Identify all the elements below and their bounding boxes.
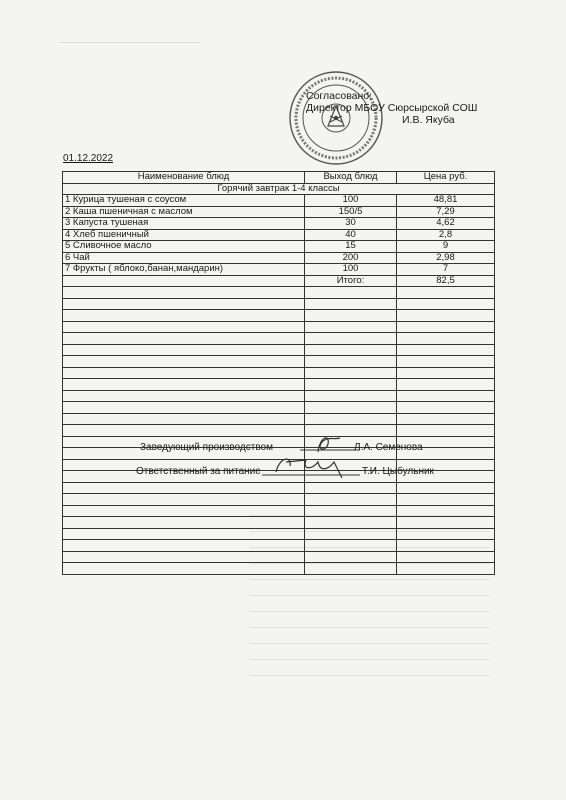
empty-row (63, 333, 495, 345)
empty-row (63, 494, 495, 506)
table-row (63, 195, 495, 207)
empty-row (63, 287, 495, 299)
dish-yield: 100 (305, 195, 397, 207)
dish-name: 7 Фрукты ( яблоко,банан,мандарин) (63, 264, 305, 276)
dish-price: 48,81 (397, 195, 495, 207)
empty-row (63, 402, 495, 414)
table-row (63, 218, 495, 230)
empty-cell (63, 275, 305, 287)
table-header-row (63, 172, 495, 184)
approval-block (306, 90, 477, 126)
table-row (63, 206, 495, 218)
dish-yield: 100 (305, 264, 397, 276)
dish-name: 2 Каша пшеничная с маслом (63, 206, 305, 218)
dish-price: 2,8 (397, 229, 495, 241)
header-price: Цена руб. (397, 172, 495, 184)
dish-name: 1 Курица тушеная с соусом (63, 195, 305, 207)
empty-row (63, 344, 495, 356)
empty-row (63, 551, 495, 563)
bleed-through-header (60, 42, 200, 77)
total-label: Итого: (305, 275, 397, 287)
empty-row (63, 390, 495, 402)
dish-name: 3 Капуста тушеная (63, 218, 305, 230)
empty-row (63, 517, 495, 529)
empty-row (63, 540, 495, 552)
table-row (63, 229, 495, 241)
empty-row (63, 425, 495, 437)
approval-name: И.В. Якуба (402, 114, 455, 126)
dish-yield: 30 (305, 218, 397, 230)
empty-row (63, 321, 495, 333)
menu-table (62, 171, 495, 575)
empty-row (63, 379, 495, 391)
empty-row (63, 482, 495, 494)
approval-title: Согласовано: (306, 90, 373, 102)
dish-price: 2,98 (397, 252, 495, 264)
empty-row (63, 298, 495, 310)
dish-name: 6 Чай (63, 252, 305, 264)
table-row (63, 241, 495, 253)
dish-price: 9 (397, 241, 495, 253)
header-dish-name: Наименование блюд (63, 172, 305, 184)
empty-row (63, 310, 495, 322)
dish-name: 5 Сливочное масло (63, 241, 305, 253)
section-title: Горячий завтрак 1-4 классы (63, 183, 495, 195)
dish-price: 4,62 (397, 218, 495, 230)
empty-row (63, 505, 495, 517)
empty-row (63, 436, 495, 448)
responsible-role: Ответственный за питание (136, 466, 261, 477)
responsible-signature (262, 452, 360, 480)
dish-yield: 15 (305, 241, 397, 253)
dish-price: 7 (397, 264, 495, 276)
manager-name: Л.А. Семенова (354, 442, 423, 453)
menu-date: 01.12.2022 (63, 153, 114, 164)
approval-director: Директор МБОУ Сюрсырской СОШ (306, 102, 478, 114)
section-row (63, 183, 495, 195)
manager-role: Заведующий производством (140, 442, 273, 453)
table-row (63, 252, 495, 264)
dish-yield: 200 (305, 252, 397, 264)
table-row (63, 264, 495, 276)
empty-row (63, 356, 495, 368)
empty-row (63, 563, 495, 575)
empty-row (63, 413, 495, 425)
dish-yield: 150/5 (305, 206, 397, 218)
dish-name: 4 Хлеб пшеничный (63, 229, 305, 241)
dish-yield: 40 (305, 229, 397, 241)
empty-row (63, 367, 495, 379)
total-row (63, 275, 495, 287)
empty-row (63, 528, 495, 540)
dish-price: 7,29 (397, 206, 495, 218)
total-value: 82,5 (397, 275, 495, 287)
responsible-name: Т.И. Цыбульник (362, 466, 434, 477)
header-yield: Выход блюд (305, 172, 397, 184)
